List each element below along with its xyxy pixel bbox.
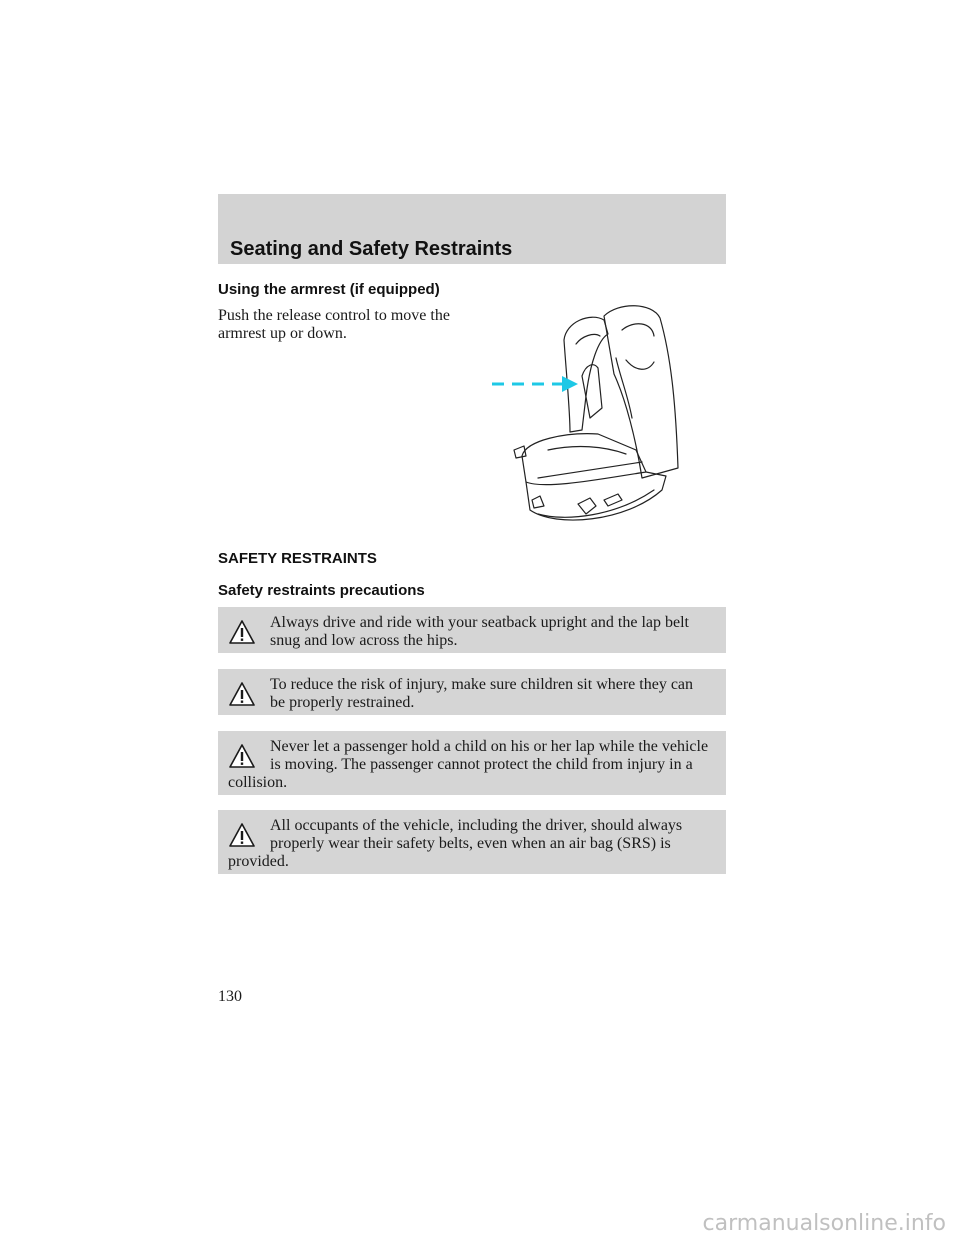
section-title: Seating and Safety Restraints: [230, 238, 513, 260]
seat-armrest-illustration: [486, 300, 686, 530]
warning-text: Never let a passenger hold a child on his or her lap while the vehicle is moving. The passenger cannot protect the child from injury in a collision.: [228, 738, 709, 791]
watermark: carmanualsonline.info: [702, 1211, 946, 1236]
safety-precautions-subheading: Safety restraints precautions: [218, 582, 425, 599]
warning-triangle-icon: [228, 743, 256, 769]
page-number: 130: [218, 988, 242, 1005]
warning-box: [218, 810, 726, 874]
warning-triangle-icon: [228, 822, 256, 848]
warning-box: [218, 669, 726, 715]
warning-triangle-icon: [228, 681, 256, 707]
warning-box: [218, 731, 726, 795]
armrest-heading: Using the armrest (if equipped): [218, 281, 440, 298]
warning-text: Always drive and ride with your seatback upright and the lap belt snug and low across the hips.: [270, 614, 689, 649]
armrest-instructions: Push the release control to move the armrest up or down.: [218, 307, 450, 342]
safety-restraints-heading: SAFETY RESTRAINTS: [218, 550, 377, 567]
section-header-band: [218, 194, 726, 264]
warning-text: All occupants of the vehicle, including the driver, should always properly wear their safety belts, even when an air bag (SRS) is provided.: [228, 817, 683, 870]
warning-box: [218, 607, 726, 653]
warning-triangle-icon: [228, 619, 256, 645]
warning-text: To reduce the risk of injury, make sure children sit where they can be properly restrained.: [270, 676, 694, 711]
